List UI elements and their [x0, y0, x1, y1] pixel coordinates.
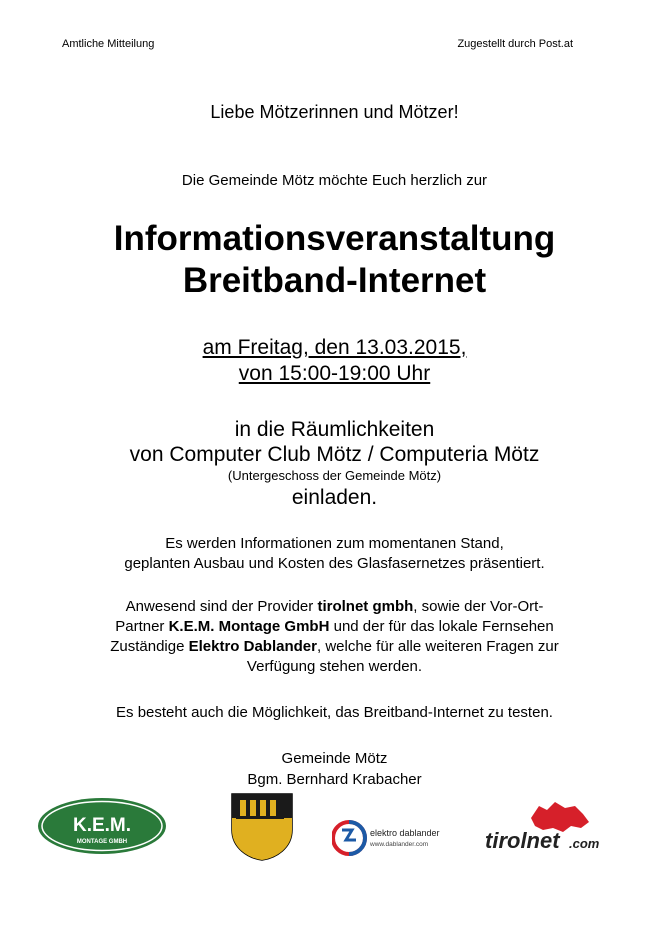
signature-line-2: Bgm. Bernhard Krabacher — [247, 771, 422, 788]
paragraph-partners — [0, 597, 669, 677]
venue-line-1: in die Räumlichkeiten — [234, 418, 435, 441]
header-right: Zugestellt durch Post.at — [457, 38, 573, 50]
venue-line-2: von Computer Club Mötz / Computeria Mötz — [129, 443, 540, 466]
title-line-1: Informationsveranstaltung — [113, 219, 556, 258]
date-line-1: am Freitag, den 13.03.2015, — [202, 336, 467, 359]
greeting: Liebe Mötzerinnen und Mötzer! — [210, 102, 459, 122]
para2-text: Anwesend sind der Provider — [125, 598, 318, 615]
kem-logo-sub: MONTAGE GMBH — [76, 839, 128, 845]
para1-line-1: Es werden Informationen zum momentanen Stand, — [165, 535, 504, 552]
para1-line-2: geplanten Ausbau und Kosten des Glasfasernetzes präsentiert. — [124, 555, 545, 572]
para2-text: Zuständige — [110, 638, 189, 655]
para2-line-1 — [0, 597, 669, 617]
venue-line-3: einladen. — [291, 486, 378, 509]
kem-logo — [37, 797, 167, 855]
signature — [0, 748, 669, 790]
provider-name: tirolnet gmbh — [317, 598, 414, 615]
event-title — [0, 218, 669, 302]
tirolnet-logo — [483, 800, 603, 856]
para2-line-2 — [0, 617, 669, 637]
signature-line-1: Gemeinde Mötz — [281, 750, 388, 767]
venue-sub: (Untergeschoss der Gemeinde Mötz) — [227, 468, 442, 483]
electric-company-name: Elektro Dablander — [188, 638, 317, 655]
para2-line-3 — [0, 637, 669, 657]
dablander-url: www.dablander.com — [370, 841, 429, 848]
para2-text: , welche für alle weiteren Fragen zur — [316, 638, 559, 655]
date-line-2: von 15:00-19:00 Uhr — [238, 362, 431, 385]
municipal-crest — [230, 792, 294, 862]
para2-text: , sowie der Vor-Ort- — [413, 598, 544, 615]
paragraph-info — [0, 534, 669, 574]
tirolnet-suffix: .com — [569, 836, 600, 851]
title-line-2: Breitband-Internet — [182, 261, 487, 300]
invite-intro: Die Gemeinde Mötz möchte Euch herzlich zur — [181, 172, 488, 189]
para2-text: Partner — [115, 618, 169, 635]
event-date — [0, 335, 669, 387]
para2-line-4: Verfügung stehen werden. — [246, 658, 423, 675]
event-venue — [0, 417, 669, 510]
dablander-logo — [332, 818, 460, 858]
paragraph-testing: Es besteht auch die Möglichkeit, das Breitband-Internet zu testen. — [116, 704, 553, 721]
para2-text: und der für das lokale Fernsehen — [329, 618, 554, 635]
dablander-name: elektro dablander — [370, 828, 440, 838]
header-left: Amtliche Mitteilung — [62, 38, 155, 50]
tirolnet-name: tirolnet — [485, 828, 560, 853]
kem-logo-main: K.E.M. — [72, 815, 132, 836]
partner-name: K.E.M. Montage GmbH — [168, 618, 330, 635]
